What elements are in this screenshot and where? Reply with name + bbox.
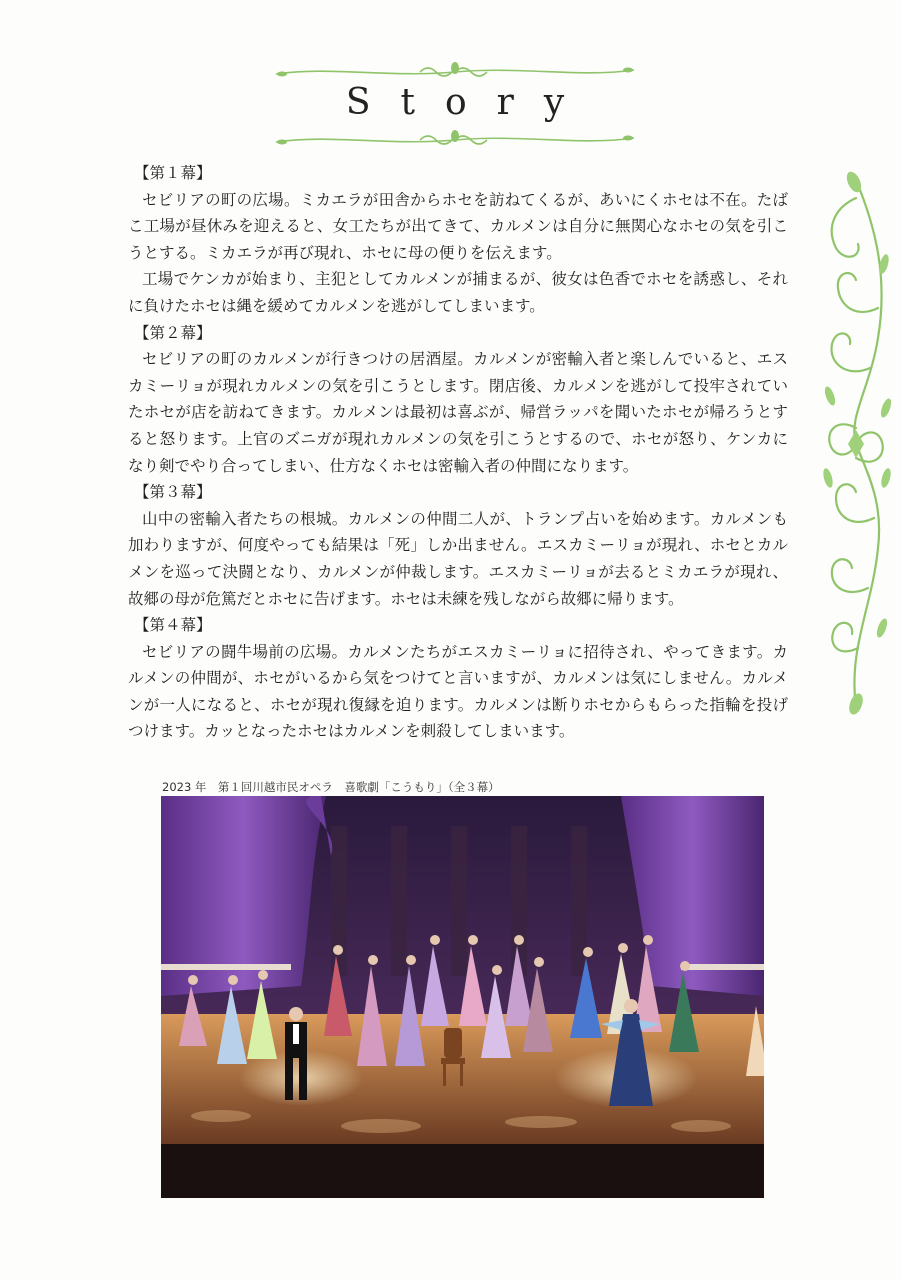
vine-icon bbox=[818, 168, 894, 718]
title-ornament bbox=[270, 62, 640, 150]
act-section bbox=[128, 479, 788, 612]
opera-stage-image bbox=[161, 796, 764, 1198]
act-paragraph: セビリアの町の広場。ミカエラが田舎からホセを訪ねてくるが、あいにくホセは不在。たばこ工場が昼休みを迎えると、女工たちが出てきて、カルメンは自分に無関心なホセの気を引こうとする。ミカエラが再び現れ、ホセに母の便りを伝えます。 bbox=[128, 190, 788, 262]
act-paragraph: 工場でケンカが始まり、主犯としてカルメンが捕まるが、彼女は色香でホセを誘惑し、それに負けたホセは縄を緩めてカルメンを逃がしてしまいます。 bbox=[128, 270, 788, 315]
stage-photo bbox=[161, 796, 764, 1198]
act-heading: 【第２幕】 bbox=[134, 323, 212, 342]
act-section bbox=[128, 160, 788, 320]
act-paragraph: セビリアの闘牛場前の広場。カルメンたちがエスカミーリョに招待され、やってきます。カルメンの仲間が、ホセがいるから気をつけてと言いますが、カルメンは気にしません。カルメンが一人になると、ホセが現れ復縁を迫ります。カルメンは断りホセからもらった指輪を投げつけます。カッとなったホセはカルメンを刺殺してしまいます。 bbox=[128, 642, 788, 741]
act-paragraph: 山中の密輸入者たちの根城。カルメンの仲間二人が、トランプ占いを始めます。カルメンも加わりますが、何度やっても結果は「死」しか出ません。エスカミーリョが現れ、ホセとカルメンを巡って決闘となり、カルメンが仲裁します。エスカミーリョが去るとミカエラが現れ、故郷の母が危篤だとホセに告げます。ホセは未練を残しながら故郷に帰ります。 bbox=[128, 509, 788, 608]
story-body bbox=[128, 160, 788, 745]
act-section bbox=[128, 612, 788, 745]
act-section bbox=[128, 320, 788, 480]
photo-caption: 2023 年 第１回川越市民オペラ 喜歌劇「こうもり」（全３幕） bbox=[162, 780, 500, 794]
act-paragraph: セビリアの町のカルメンが行きつけの居酒屋。カルメンが密輸入者と楽しんでいると、エスカミーリョが現れカルメンの気を引こうとします。閉店後、カルメンを逃がして投牢されていたホセが店を訪ねてきます。カルメンは最初は喜ぶが、帰営ラッパを聞いたホセが帰ろうとすると怒ります。上官のズニガが現れカルメンの気を引こうとするので、ホセが怒り、ケンカになり剣でやり合ってしまい、仕方なくホセは密輸入者の仲間になります。 bbox=[128, 350, 788, 475]
act-heading: 【第３幕】 bbox=[134, 483, 212, 502]
act-heading: 【第１幕】 bbox=[134, 164, 212, 182]
page-title: Story bbox=[345, 82, 595, 123]
act-heading: 【第４幕】 bbox=[134, 616, 212, 635]
side-vine-decoration bbox=[818, 168, 894, 718]
